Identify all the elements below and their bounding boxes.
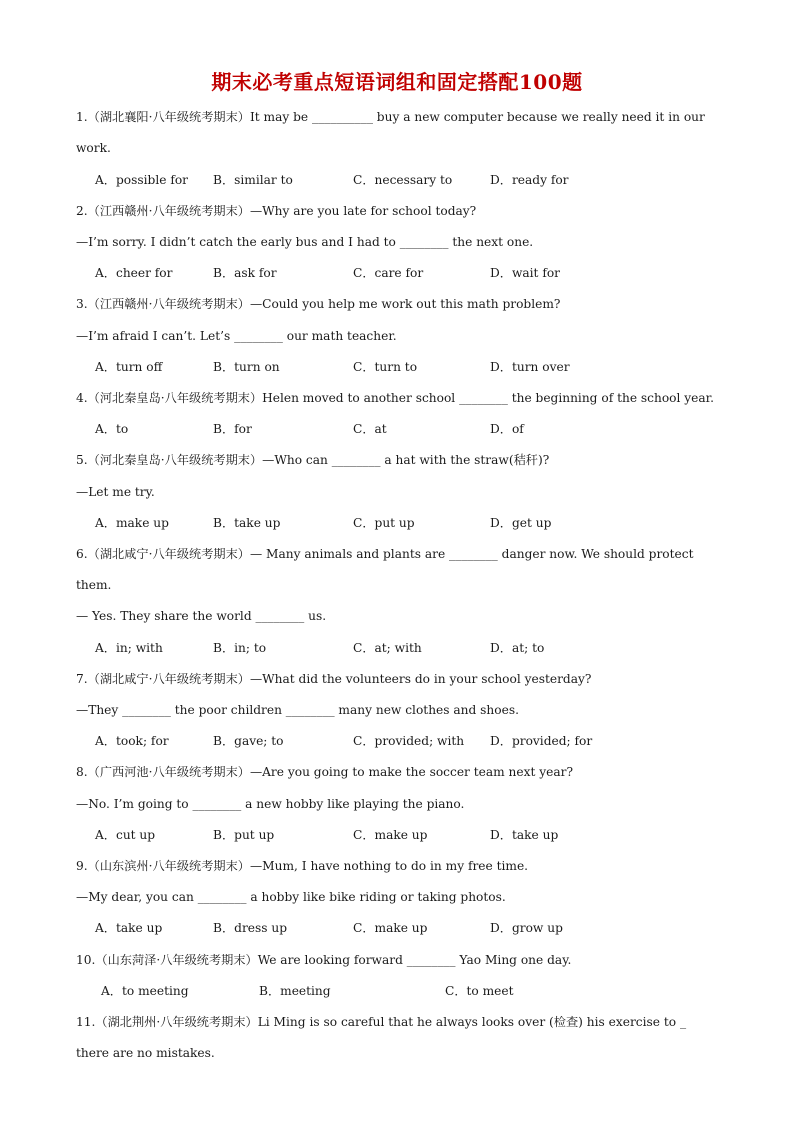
question-7-option-d: D．provided; for — [490, 734, 593, 748]
question-1-option-d: D．ready for — [490, 173, 569, 187]
question-2-option-c: C．care for — [353, 266, 424, 280]
question-9-option-c: C．make up — [353, 921, 428, 935]
question-10-option-b: B．meeting — [259, 984, 331, 998]
question-1-text-line-2: work. — [76, 141, 111, 155]
question-1-option-c: C．necessary to — [353, 173, 453, 187]
question-5-option-c: C．put up — [353, 516, 415, 530]
question-5-option-b: B．take up — [213, 516, 281, 530]
question-2-option-a: A．cheer for — [95, 266, 173, 280]
question-6-option-d: D．at; to — [490, 641, 545, 655]
question-4-text-line-1: 4.（河北秦皇岛·八年级统考期末）Helen moved to another school ________ the beginning of the school year. — [76, 391, 715, 405]
question-7-text-line-1: 7.（湖北咸宁·八年级统考期末）—What did the volunteers do in your school yesterday? — [76, 672, 592, 686]
question-4-option-c: C．at — [353, 422, 387, 436]
question-3-text-line-2: —I’m afraid I can’t. Let’s ________ our math teacher. — [76, 329, 397, 343]
question-3-option-a: A．turn off — [95, 360, 163, 374]
question-6-text-line-1: 6.（湖北咸宁·八年级统考期末）— Many animals and plants are ________ danger now. We should protect — [76, 547, 694, 561]
question-4-option-a: A．to — [95, 422, 129, 436]
question-6-option-a: A．in; with — [95, 641, 163, 655]
question-10-option-c: C．to meet — [445, 984, 514, 998]
question-5-text-line-1: 5.（河北秦皇岛·八年级统考期末）—Who can ________ a hat with the straw(秸秆)? — [76, 453, 550, 467]
question-7-option-c: C．provided; with — [353, 734, 465, 748]
question-11-text-line-2: there are no mistakes. — [76, 1046, 215, 1060]
question-9-option-b: B．dress up — [213, 921, 288, 935]
question-8-option-d: D．take up — [490, 828, 559, 842]
question-3-option-c: C．turn to — [353, 360, 418, 374]
question-2-option-d: D．wait for — [490, 266, 561, 280]
question-1-option-b: B．similar to — [213, 173, 293, 187]
question-6-text-line-3: — Yes. They share the world ________ us. — [76, 609, 327, 623]
question-6-option-b: B．in; to — [213, 641, 267, 655]
question-1-option-a: A．possible for — [95, 173, 188, 187]
question-9-text-line-1: 9.（山东滨州·八年级统考期末）—Mum, I have nothing to do in my free time. — [76, 859, 529, 873]
question-8-text-line-2: —No. I’m going to ________ a new hobby like playing the piano. — [76, 797, 465, 811]
question-6-option-c: C．at; with — [353, 641, 422, 655]
question-6-text-line-2: them. — [76, 578, 112, 592]
question-3-option-b: B．turn on — [213, 360, 280, 374]
question-2-option-b: B．ask for — [213, 266, 277, 280]
question-2-text-line-2: —I’m sorry. I didn’t catch the early bus and I had to ________ the next one. — [76, 235, 534, 249]
question-10-text-line-1: 10.（山东菏泽·八年级统考期末）We are looking forward ________ Yao Ming one day. — [76, 953, 572, 967]
question-4-option-d: D．of — [490, 422, 524, 436]
question-1-text-line-1: 1.（湖北襄阳·八年级统考期末）It may be __________ buy a new computer because we really need it in our — [76, 110, 705, 124]
question-8-text-line-1: 8.（广西河池·八年级统考期末）—Are you going to make the soccer team next year? — [76, 765, 573, 779]
question-2-text-line-1: 2.（江西赣州·八年级统考期末）—Why are you late for school today? — [76, 204, 477, 218]
question-9-option-a: A．take up — [95, 921, 163, 935]
question-5-option-a: A．make up — [95, 516, 169, 530]
question-8-option-b: B．put up — [213, 828, 275, 842]
question-3-option-d: D．turn over — [490, 360, 570, 374]
question-9-text-line-2: —My dear, you can ________ a hobby like bike riding or taking photos. — [76, 890, 506, 904]
question-11-text-line-1: 11.（湖北荆州·八年级统考期末）Li Ming is so careful that he always looks over (检查) his exercise to _ — [76, 1015, 687, 1029]
question-5-option-d: D．get up — [490, 516, 552, 530]
question-7-option-b: B．gave; to — [213, 734, 284, 748]
question-3-text-line-1: 3.（江西赣州·八年级统考期末）—Could you help me work out this math problem? — [76, 297, 561, 311]
question-7-text-line-2: —They ________ the poor children ________ many new clothes and shoes. — [76, 703, 519, 717]
page-title: 期末必考重点短语词组和固定搭配100题 — [211, 70, 583, 94]
question-8-option-c: C．make up — [353, 828, 428, 842]
question-9-option-d: D．grow up — [490, 921, 563, 935]
question-5-text-line-2: —Let me try. — [76, 485, 155, 499]
question-7-option-a: A．took; for — [95, 734, 169, 748]
question-4-option-b: B．for — [213, 422, 252, 436]
question-8-option-a: A．cut up — [95, 828, 156, 842]
question-10-option-a: A．to meeting — [101, 984, 189, 998]
